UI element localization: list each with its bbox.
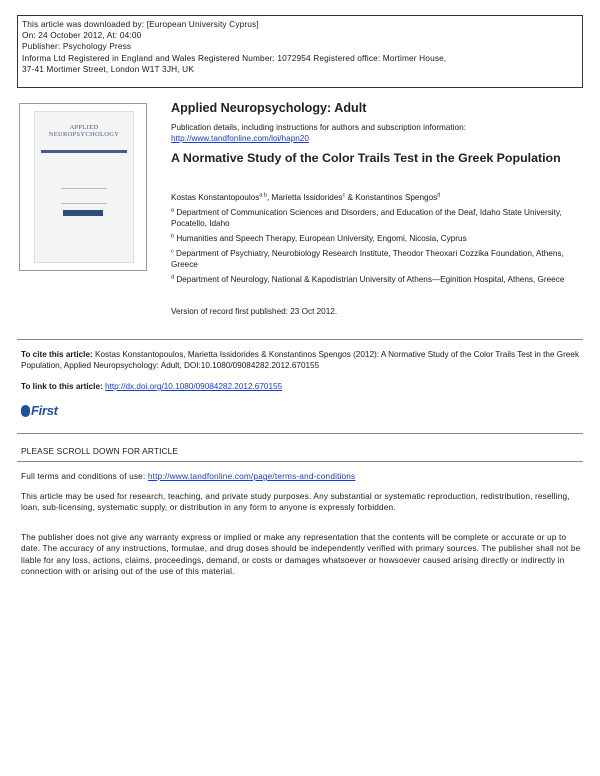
divider xyxy=(17,433,583,434)
terms-line xyxy=(21,471,581,482)
scroll-notice: PLEASE SCROLL DOWN FOR ARTICLE xyxy=(21,446,179,456)
publisher-logo-icon xyxy=(63,210,103,216)
article-title: A Normative Study of the Color Trails Test in the Greek Population xyxy=(171,151,561,165)
doi-link[interactable]: http://dx.doi.org/10.1080/09084282.2012.670155 xyxy=(105,382,283,391)
cover-band xyxy=(41,150,127,153)
author-name: & Konstantinos Spengos xyxy=(345,193,438,202)
author-affiliation-mark: c xyxy=(342,192,346,199)
cover-title: APPLIED NEUROPSYCHOLOGY xyxy=(48,124,120,138)
download-info-box xyxy=(17,15,583,88)
terms-label: Full terms and conditions of use: xyxy=(21,471,148,481)
address-line: 37-41 Mortimer Street, London W1T 3JH, UK xyxy=(22,63,195,74)
journal-cover-image xyxy=(19,103,147,271)
author-list xyxy=(171,192,440,203)
affiliation-item: $^a$ Department of Communication Sciences and Disorders, and Education of the Deaf, Idaho State University, Pocatello, Idaho xyxy=(171,207,562,229)
affiliation-item: $^b$ Humanities and Speech Therapy, European University, Engomi, Nicosia, Cyprus xyxy=(171,233,467,243)
divider xyxy=(17,339,583,340)
terms-link[interactable]: http://www.tandfonline.com/page/terms-and-conditions xyxy=(147,471,356,481)
affiliation-item: $^d$ Department of Neurology, National & Kapodistrian University of Athens—Eginition Hospital, Athens, Greece xyxy=(171,274,565,284)
author-affiliation-mark: a b xyxy=(259,192,267,199)
affiliation-item: $^c$ Department of Psychiatry, Neurobiology Research Institute, Theodor Theoxari Cozzika Foundation, Athens, Greece xyxy=(171,248,564,270)
cover-divider xyxy=(61,188,107,204)
ifirst-logo: First xyxy=(21,403,58,418)
citation-block xyxy=(21,349,581,372)
disclaimer-paragraph: The publisher does not give any warranty express or implied or make any representation that the contents will be complete or accurate or up to date. The accuracy of any instructions, formulae, and drug doses should be independently verified with primary sources. The publisher shall not be liable for any loss, actions, claims, proceedings, demand, or costs or damages whatsoever or howsoever caused arising directly or indirectly in connection with or arising out of the use of this material. xyxy=(21,532,581,576)
author-name: , Marietta Issidorides xyxy=(266,193,343,202)
publisher-line: Publisher: Psychology Press xyxy=(22,41,132,52)
divider xyxy=(17,461,583,462)
download-date: On: 24 October 2012, At: 04:00 xyxy=(22,30,142,41)
author-affiliation-mark: d xyxy=(437,192,441,199)
cite-text: Kostas Konstantopoulos, Marietta Issidorides & Konstantinos Spengos (2012): A Normative Study of the Color Trails Test in the Greek Population, Applied Neuropsychology: Adult, DOI:10.1080/09084282.2012.670155 xyxy=(21,350,580,371)
usage-paragraph: This article may be used for research, teaching, and private study purposes. Any substantial or systematic reproduction, redistribution, reselling, loan, sub-licensing, systematic supply, or distribution in any form to anyone is expressly forbidden. xyxy=(21,491,570,513)
publication-details xyxy=(171,122,466,144)
cite-label: To cite this article: xyxy=(21,350,93,359)
ifirst-icon xyxy=(21,405,30,417)
publication-details-text: Publication details, including instructions for authors and subscription information: xyxy=(171,123,466,132)
link-to-article xyxy=(21,381,282,392)
download-line: This article was downloaded by: [European University Cyprus] xyxy=(22,19,259,29)
version-of-record: Version of record first published: 23 Oct 2012. xyxy=(171,307,338,316)
registration-line: Informa Ltd Registered in England and Wales Registered Number: 1072954 Registered office: Mortimer House, xyxy=(22,52,447,63)
link-label: To link to this article: xyxy=(21,382,103,391)
journal-title: Applied Neuropsychology: Adult xyxy=(171,101,367,115)
journal-url-link[interactable]: http://www.tandfonline.com/loi/hapn20 xyxy=(171,134,309,143)
author-name: Kostas Konstantopoulos xyxy=(171,193,260,202)
